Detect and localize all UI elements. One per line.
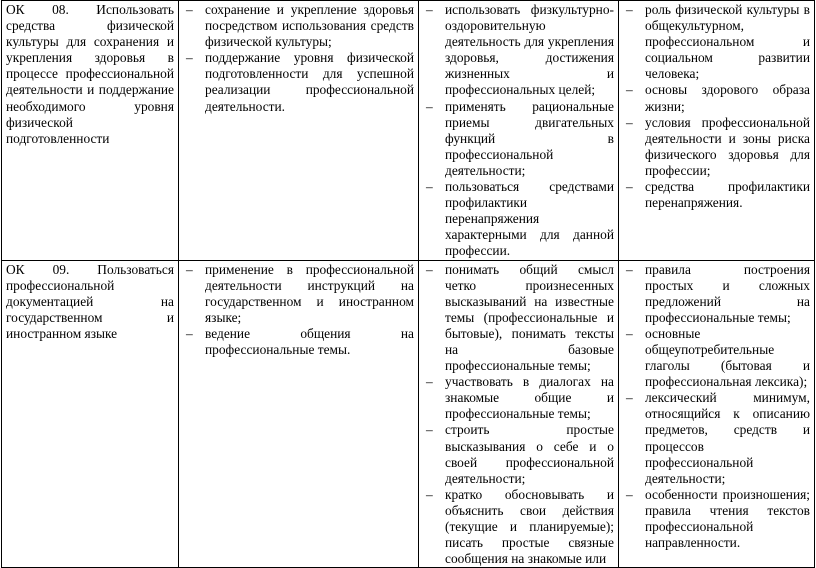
table-row [2, 260, 815, 568]
list-item: – сохранение и укрепление здоровья посредством использования средств физической культуры; [183, 2, 414, 50]
competency-text: ОК 09. Пользоваться профессиональной документацией на государственном и иностранном языке [6, 261, 174, 341]
list-item: – участвовать в диалогах на знакомые общие и профессиональные темы; [423, 374, 614, 422]
list-item: – понимать общий смысл четко произнесенных высказываний на известные темы (профессиональные и бытовые), понимать тексты на базовые профессиональные темы; [423, 262, 614, 375]
list-item: – условия профессиональной деятельности и зоны риска физического здоровья для профессии; [623, 115, 810, 179]
list-item: – применение в профессиональной деятельности инструкций на государственном и иностранном языке; [183, 262, 414, 326]
list-item: – особенности произношения; правила чтения текстов профессиональной направленности. [623, 487, 810, 551]
list-item: – основные общеупотребительные глаголы (бытовая и профессиональная лексика); [623, 326, 810, 390]
list-item: – применять рациональные приемы двигательных функций в профессиональной деятельности; [423, 99, 614, 179]
actions-cell [179, 260, 419, 568]
knowledge-cell [619, 260, 815, 568]
competency-code-cell [2, 1, 179, 261]
skills-list [423, 262, 614, 568]
competency-table [1, 0, 815, 568]
knowledge-list [623, 2, 810, 211]
list-item: – лексический минимум, относящийся к описанию предметов, средств и процессов профессиональной деятельности; [623, 390, 810, 487]
actions-cell [179, 1, 419, 261]
list-item: – поддержание уровня физической подготовленности для успешной реализации профессиональной деятельности. [183, 50, 414, 114]
list-item: – ведение общения на профессиональные темы. [183, 326, 414, 358]
list-item: – основы здорового образа жизни; [623, 82, 810, 114]
skills-list [423, 2, 614, 260]
skills-cell [419, 1, 619, 261]
list-item: – пользоваться средствами профилактики перенапряжения характерными для данной профессии. [423, 179, 614, 259]
knowledge-cell [619, 1, 815, 261]
list-item: – кратко обосновывать и объяснить свои действия (текущие и планируемые); писать простые связные сообщения на знакомые или [423, 487, 614, 567]
actions-list [183, 2, 414, 115]
list-item: – роль физической культуры в общекультурном, профессиональном и социальном развитии человека; [623, 2, 810, 82]
list-item: – правила построения простых и сложных предложений на профессиональные темы; [623, 262, 810, 326]
skills-cell [419, 260, 619, 568]
competency-text: ОК 08. Использовать средства физической культуры для сохранения и укрепления здоровья в процессе профессиональной деятельности и поддержание необходимого уровня физической подготовленности [6, 2, 174, 146]
competency-code-cell [2, 260, 179, 568]
list-item: – строить простые высказывания о себе и о своей профессиональной деятельности; [423, 422, 614, 486]
table-row [2, 1, 815, 261]
knowledge-list [623, 262, 810, 552]
actions-list [183, 262, 414, 359]
list-item: – использовать физкультурно-оздоровительную деятельность для укрепления здоровья, достижения жизненных и профессиональных целей; [423, 2, 614, 99]
list-item: – средства профилактики перенапряжения. [623, 179, 810, 211]
